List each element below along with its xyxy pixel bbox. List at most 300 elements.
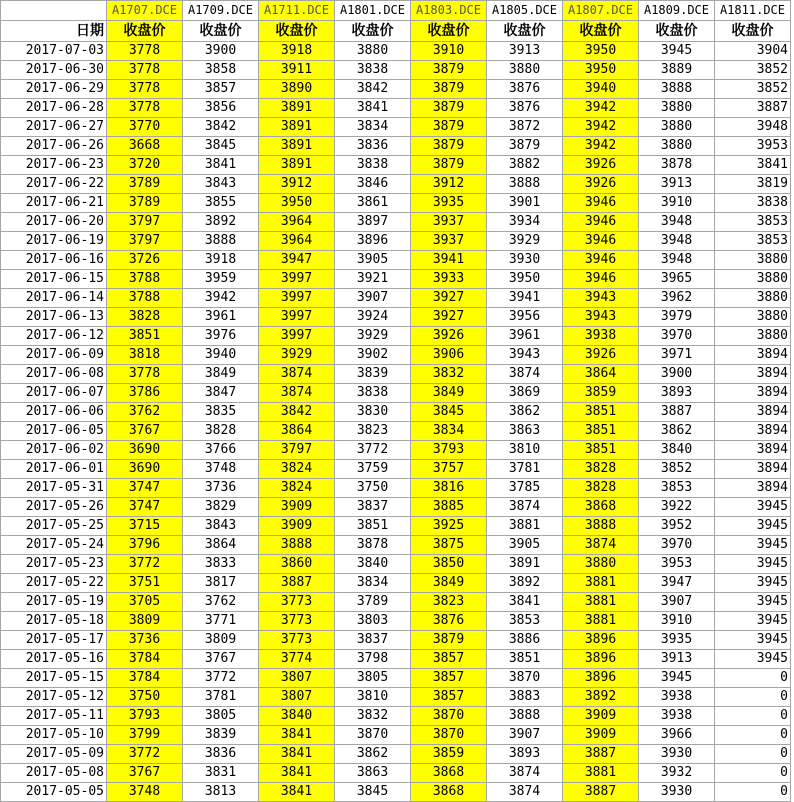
price-cell[interactable]: 3778 — [107, 99, 183, 118]
price-cell[interactable]: 3834 — [335, 574, 411, 593]
price-cell[interactable]: 3894 — [715, 422, 791, 441]
price-cell[interactable]: 3832 — [335, 707, 411, 726]
price-cell[interactable]: 3851 — [563, 441, 639, 460]
price-cell[interactable]: 3964 — [259, 232, 335, 251]
price-cell[interactable]: 3912 — [259, 175, 335, 194]
date-cell[interactable]: 2017-05-09 — [1, 745, 107, 764]
price-cell[interactable]: 3888 — [183, 232, 259, 251]
date-cell[interactable]: 2017-05-25 — [1, 517, 107, 536]
price-cell[interactable]: 3940 — [563, 80, 639, 99]
price-cell[interactable]: 3786 — [107, 384, 183, 403]
price-cell[interactable]: 3926 — [563, 346, 639, 365]
price-cell[interactable]: 3788 — [107, 289, 183, 308]
price-cell[interactable]: 3767 — [183, 650, 259, 669]
price-cell[interactable]: 3841 — [715, 156, 791, 175]
price-cell[interactable]: 3966 — [639, 726, 715, 745]
price-cell[interactable]: 3781 — [487, 460, 563, 479]
price-cell[interactable]: 3859 — [563, 384, 639, 403]
price-cell[interactable]: 3926 — [411, 327, 487, 346]
price-cell[interactable]: 3778 — [107, 365, 183, 384]
price-cell[interactable]: 3849 — [411, 384, 487, 403]
price-cell[interactable]: 3838 — [335, 384, 411, 403]
price-cell[interactable]: 3945 — [715, 650, 791, 669]
price-cell[interactable]: 3943 — [563, 308, 639, 327]
price-cell[interactable]: 3948 — [639, 251, 715, 270]
price-cell[interactable]: 3945 — [715, 593, 791, 612]
price-cell[interactable]: 3868 — [411, 783, 487, 802]
price-cell[interactable]: 3762 — [107, 403, 183, 422]
price-cell[interactable]: 3841 — [259, 726, 335, 745]
price-cell[interactable]: 3930 — [487, 251, 563, 270]
price-cell[interactable]: 3880 — [639, 99, 715, 118]
contract-code-cell[interactable]: A1709.DCE — [183, 1, 259, 21]
price-cell[interactable]: 3842 — [259, 403, 335, 422]
price-cell[interactable]: 3736 — [183, 479, 259, 498]
price-cell[interactable]: 3766 — [183, 441, 259, 460]
price-cell[interactable]: 3773 — [259, 631, 335, 650]
price-cell[interactable]: 3856 — [183, 99, 259, 118]
price-cell[interactable]: 3946 — [563, 232, 639, 251]
price-cell[interactable]: 3880 — [715, 270, 791, 289]
price-cell[interactable]: 3841 — [259, 764, 335, 783]
date-cell[interactable]: 2017-05-11 — [1, 707, 107, 726]
price-cell[interactable]: 3864 — [563, 365, 639, 384]
price-cell[interactable]: 3937 — [411, 232, 487, 251]
price-cell[interactable]: 3879 — [411, 631, 487, 650]
price-cell[interactable]: 3797 — [259, 441, 335, 460]
price-cell[interactable]: 3907 — [487, 726, 563, 745]
price-cell[interactable]: 3857 — [411, 688, 487, 707]
date-cell[interactable]: 2017-06-06 — [1, 403, 107, 422]
price-cell[interactable]: 3933 — [411, 270, 487, 289]
price-cell[interactable]: 3997 — [259, 327, 335, 346]
price-cell[interactable]: 3864 — [259, 422, 335, 441]
price-cell[interactable]: 3892 — [563, 688, 639, 707]
price-cell[interactable]: 3997 — [259, 308, 335, 327]
price-cell[interactable]: 3937 — [411, 213, 487, 232]
price-cell[interactable]: 3781 — [183, 688, 259, 707]
price-cell[interactable]: 3905 — [487, 536, 563, 555]
price-cell[interactable]: 3841 — [335, 99, 411, 118]
price-cell[interactable]: 3970 — [639, 327, 715, 346]
price-cell[interactable]: 3853 — [715, 213, 791, 232]
price-cell[interactable]: 3893 — [487, 745, 563, 764]
price-cell[interactable]: 3891 — [487, 555, 563, 574]
price-cell[interactable]: 3852 — [715, 80, 791, 99]
price-cell[interactable]: 3909 — [259, 498, 335, 517]
price-cell[interactable]: 3897 — [335, 213, 411, 232]
contract-code-cell[interactable]: A1711.DCE — [259, 1, 335, 21]
price-cell[interactable]: 3842 — [183, 118, 259, 137]
price-cell[interactable]: 3950 — [563, 42, 639, 61]
price-cell[interactable]: 3946 — [563, 251, 639, 270]
price-cell[interactable]: 3943 — [487, 346, 563, 365]
price-cell[interactable]: 3907 — [335, 289, 411, 308]
price-cell[interactable]: 3950 — [563, 61, 639, 80]
price-cell[interactable]: 3868 — [563, 498, 639, 517]
price-cell[interactable]: 3816 — [411, 479, 487, 498]
price-cell[interactable]: 3870 — [487, 669, 563, 688]
date-cell[interactable]: 2017-05-15 — [1, 669, 107, 688]
price-cell[interactable]: 3690 — [107, 460, 183, 479]
price-cell[interactable]: 3851 — [335, 517, 411, 536]
price-cell[interactable]: 3788 — [107, 270, 183, 289]
price-cell[interactable]: 3840 — [259, 707, 335, 726]
price-cell[interactable]: 3778 — [107, 80, 183, 99]
price-cell[interactable]: 3892 — [183, 213, 259, 232]
price-cell[interactable]: 3948 — [639, 232, 715, 251]
price-cell[interactable]: 3924 — [335, 308, 411, 327]
price-cell[interactable]: 3810 — [487, 441, 563, 460]
price-cell[interactable]: 3970 — [639, 536, 715, 555]
price-cell[interactable]: 3857 — [411, 669, 487, 688]
price-cell[interactable]: 3879 — [411, 80, 487, 99]
price-cell[interactable]: 3851 — [487, 650, 563, 669]
price-cell[interactable]: 3878 — [335, 536, 411, 555]
price-cell[interactable]: 3876 — [487, 80, 563, 99]
contract-code-cell[interactable]: A1801.DCE — [335, 1, 411, 21]
price-cell[interactable]: 3841 — [259, 783, 335, 802]
price-cell[interactable]: 3940 — [183, 346, 259, 365]
price-cell[interactable]: 3941 — [487, 289, 563, 308]
price-cell[interactable]: 3858 — [183, 61, 259, 80]
price-cell[interactable]: 3836 — [183, 745, 259, 764]
price-cell[interactable]: 3751 — [107, 574, 183, 593]
date-cell[interactable]: 2017-06-23 — [1, 156, 107, 175]
price-cell[interactable]: 3767 — [107, 764, 183, 783]
price-cell[interactable]: 3690 — [107, 441, 183, 460]
price-cell[interactable]: 3894 — [715, 403, 791, 422]
price-cell[interactable]: 3817 — [183, 574, 259, 593]
date-cell[interactable]: 2017-05-16 — [1, 650, 107, 669]
price-cell[interactable]: 3947 — [259, 251, 335, 270]
price-cell[interactable]: 3896 — [335, 232, 411, 251]
price-cell[interactable]: 3888 — [259, 536, 335, 555]
price-cell[interactable]: 3929 — [487, 232, 563, 251]
price-cell[interactable]: 3953 — [715, 137, 791, 156]
price-cell[interactable]: 3862 — [487, 403, 563, 422]
price-cell[interactable]: 3886 — [487, 631, 563, 650]
price-cell[interactable]: 3834 — [411, 422, 487, 441]
price-cell[interactable]: 3902 — [335, 346, 411, 365]
price-cell[interactable]: 3830 — [335, 403, 411, 422]
price-cell[interactable]: 3841 — [487, 593, 563, 612]
price-cell[interactable]: 3819 — [715, 175, 791, 194]
price-cell[interactable]: 3888 — [639, 80, 715, 99]
price-cell[interactable]: 3774 — [259, 650, 335, 669]
price-cell[interactable]: 3997 — [259, 289, 335, 308]
price-cell[interactable]: 3880 — [715, 289, 791, 308]
date-cell[interactable]: 2017-06-29 — [1, 80, 107, 99]
price-cell[interactable]: 3938 — [639, 688, 715, 707]
date-cell[interactable]: 2017-06-12 — [1, 327, 107, 346]
price-cell[interactable]: 3926 — [563, 175, 639, 194]
price-cell[interactable]: 3872 — [487, 118, 563, 137]
price-cell[interactable]: 3879 — [487, 137, 563, 156]
price-cell[interactable]: 3879 — [411, 137, 487, 156]
price-cell[interactable]: 3835 — [183, 403, 259, 422]
price-cell[interactable]: 0 — [715, 688, 791, 707]
price-cell[interactable]: 3900 — [183, 42, 259, 61]
price-cell[interactable]: 3950 — [487, 270, 563, 289]
price-cell[interactable]: 3926 — [563, 156, 639, 175]
price-cell[interactable]: 3797 — [107, 213, 183, 232]
price-cell[interactable]: 3909 — [259, 517, 335, 536]
price-cell[interactable]: 3859 — [411, 745, 487, 764]
price-cell[interactable]: 0 — [715, 764, 791, 783]
price-cell[interactable]: 3778 — [107, 42, 183, 61]
price-cell[interactable]: 3805 — [335, 669, 411, 688]
price-cell[interactable]: 3750 — [107, 688, 183, 707]
date-cell[interactable]: 2017-05-17 — [1, 631, 107, 650]
price-cell[interactable]: 3793 — [411, 441, 487, 460]
price-cell[interactable]: 3959 — [183, 270, 259, 289]
price-cell[interactable]: 3836 — [335, 137, 411, 156]
price-cell[interactable]: 3853 — [715, 232, 791, 251]
price-cell[interactable]: 3839 — [335, 365, 411, 384]
price-cell[interactable]: 3880 — [715, 251, 791, 270]
date-cell[interactable]: 2017-06-19 — [1, 232, 107, 251]
price-cell[interactable]: 3904 — [715, 42, 791, 61]
price-cell[interactable]: 3726 — [107, 251, 183, 270]
contract-code-cell[interactable]: A1805.DCE — [487, 1, 563, 21]
price-cell[interactable]: 3797 — [107, 232, 183, 251]
close-price-header-cell[interactable]: 收盘价 — [715, 21, 791, 42]
price-cell[interactable]: 3887 — [639, 403, 715, 422]
price-cell[interactable]: 3876 — [411, 612, 487, 631]
price-cell[interactable]: 3881 — [563, 593, 639, 612]
date-cell[interactable]: 2017-06-14 — [1, 289, 107, 308]
price-cell[interactable]: 3747 — [107, 479, 183, 498]
price-cell[interactable]: 3813 — [183, 783, 259, 802]
price-cell[interactable]: 3909 — [563, 726, 639, 745]
price-cell[interactable]: 3855 — [183, 194, 259, 213]
price-cell[interactable]: 0 — [715, 745, 791, 764]
price-cell[interactable]: 3922 — [639, 498, 715, 517]
price-cell[interactable]: 3894 — [715, 479, 791, 498]
price-cell[interactable]: 3946 — [563, 270, 639, 289]
price-cell[interactable]: 3845 — [335, 783, 411, 802]
date-cell[interactable]: 2017-06-09 — [1, 346, 107, 365]
price-cell[interactable]: 3880 — [563, 555, 639, 574]
price-cell[interactable]: 3850 — [411, 555, 487, 574]
price-cell[interactable]: 3862 — [335, 745, 411, 764]
price-cell[interactable]: 3799 — [107, 726, 183, 745]
contract-code-cell[interactable]: A1807.DCE — [563, 1, 639, 21]
price-cell[interactable]: 3979 — [639, 308, 715, 327]
price-cell[interactable]: 3762 — [183, 593, 259, 612]
price-cell[interactable]: 3896 — [563, 650, 639, 669]
price-cell[interactable]: 3863 — [335, 764, 411, 783]
price-cell[interactable]: 3945 — [715, 631, 791, 650]
price-cell[interactable]: 3942 — [563, 137, 639, 156]
price-cell[interactable]: 3772 — [107, 555, 183, 574]
price-cell[interactable]: 3870 — [411, 707, 487, 726]
price-cell[interactable]: 3913 — [639, 175, 715, 194]
price-cell[interactable]: 3862 — [639, 422, 715, 441]
price-cell[interactable]: 3833 — [183, 555, 259, 574]
price-cell[interactable]: 3828 — [563, 479, 639, 498]
date-cell[interactable]: 2017-05-26 — [1, 498, 107, 517]
price-cell[interactable]: 3935 — [411, 194, 487, 213]
price-cell[interactable]: 3893 — [639, 384, 715, 403]
price-cell[interactable]: 3921 — [335, 270, 411, 289]
price-cell[interactable]: 3831 — [183, 764, 259, 783]
date-cell[interactable]: 2017-05-05 — [1, 783, 107, 802]
price-cell[interactable]: 3845 — [183, 137, 259, 156]
price-cell[interactable]: 3971 — [639, 346, 715, 365]
price-cell[interactable]: 3952 — [639, 517, 715, 536]
price-cell[interactable]: 3947 — [639, 574, 715, 593]
price-cell[interactable]: 3909 — [563, 707, 639, 726]
price-cell[interactable]: 3767 — [107, 422, 183, 441]
price-cell[interactable]: 3818 — [107, 346, 183, 365]
price-cell[interactable]: 3748 — [183, 460, 259, 479]
price-cell[interactable]: 3950 — [259, 194, 335, 213]
date-cell[interactable]: 2017-06-30 — [1, 61, 107, 80]
price-cell[interactable]: 3896 — [563, 631, 639, 650]
price-cell[interactable]: 3907 — [639, 593, 715, 612]
price-cell[interactable]: 3874 — [487, 783, 563, 802]
price-cell[interactable]: 3834 — [335, 118, 411, 137]
price-cell[interactable]: 0 — [715, 726, 791, 745]
price-cell[interactable]: 3860 — [259, 555, 335, 574]
price-cell[interactable]: 3736 — [107, 631, 183, 650]
price-cell[interactable]: 3880 — [487, 61, 563, 80]
date-cell[interactable]: 2017-06-02 — [1, 441, 107, 460]
price-cell[interactable]: 3880 — [335, 42, 411, 61]
price-cell[interactable]: 3943 — [563, 289, 639, 308]
price-cell[interactable]: 3852 — [639, 460, 715, 479]
date-cell[interactable]: 2017-05-12 — [1, 688, 107, 707]
close-price-header-cell[interactable]: 收盘价 — [563, 21, 639, 42]
price-cell[interactable]: 3961 — [183, 308, 259, 327]
date-cell[interactable]: 2017-05-08 — [1, 764, 107, 783]
price-cell[interactable]: 3875 — [411, 536, 487, 555]
price-cell[interactable]: 3880 — [715, 327, 791, 346]
price-cell[interactable]: 3962 — [639, 289, 715, 308]
price-cell[interactable]: 3930 — [639, 745, 715, 764]
price-cell[interactable]: 3961 — [487, 327, 563, 346]
price-cell[interactable]: 3843 — [183, 175, 259, 194]
price-cell[interactable]: 3879 — [411, 118, 487, 137]
price-cell[interactable]: 3883 — [487, 688, 563, 707]
price-cell[interactable]: 3881 — [563, 612, 639, 631]
price-cell[interactable]: 3881 — [563, 574, 639, 593]
close-price-header-cell[interactable]: 收盘价 — [335, 21, 411, 42]
price-cell[interactable]: 3927 — [411, 289, 487, 308]
price-cell[interactable]: 3851 — [563, 422, 639, 441]
price-cell[interactable]: 3784 — [107, 650, 183, 669]
date-cell[interactable]: 2017-06-05 — [1, 422, 107, 441]
price-cell[interactable]: 3842 — [335, 80, 411, 99]
price-cell[interactable]: 3880 — [715, 308, 791, 327]
price-cell[interactable]: 3887 — [259, 574, 335, 593]
price-cell[interactable]: 3759 — [335, 460, 411, 479]
price-cell[interactable]: 3852 — [715, 61, 791, 80]
price-cell[interactable]: 3942 — [563, 118, 639, 137]
price-cell[interactable]: 3934 — [487, 213, 563, 232]
price-cell[interactable]: 3925 — [411, 517, 487, 536]
price-cell[interactable]: 3885 — [411, 498, 487, 517]
price-cell[interactable]: 3976 — [183, 327, 259, 346]
price-cell[interactable]: 3930 — [639, 783, 715, 802]
price-cell[interactable]: 3747 — [107, 498, 183, 517]
corner-cell[interactable] — [1, 1, 107, 21]
price-cell[interactable]: 3910 — [639, 194, 715, 213]
price-cell[interactable]: 3837 — [335, 631, 411, 650]
price-cell[interactable]: 3824 — [259, 479, 335, 498]
price-cell[interactable]: 3847 — [183, 384, 259, 403]
price-cell[interactable]: 0 — [715, 783, 791, 802]
date-cell[interactable]: 2017-06-01 — [1, 460, 107, 479]
contract-code-cell[interactable]: A1811.DCE — [715, 1, 791, 21]
price-cell[interactable]: 3945 — [639, 42, 715, 61]
price-cell[interactable]: 3720 — [107, 156, 183, 175]
price-cell[interactable]: 3948 — [715, 118, 791, 137]
price-cell[interactable]: 3823 — [335, 422, 411, 441]
price-cell[interactable]: 3935 — [639, 631, 715, 650]
date-cell[interactable]: 2017-06-20 — [1, 213, 107, 232]
price-cell[interactable]: 3803 — [335, 612, 411, 631]
price-cell[interactable]: 3853 — [639, 479, 715, 498]
date-cell[interactable]: 2017-06-13 — [1, 308, 107, 327]
price-cell[interactable]: 3945 — [715, 536, 791, 555]
price-cell[interactable]: 3874 — [487, 365, 563, 384]
price-cell[interactable]: 3946 — [563, 194, 639, 213]
price-cell[interactable]: 3901 — [487, 194, 563, 213]
price-cell[interactable]: 3841 — [183, 156, 259, 175]
price-cell[interactable]: 3887 — [563, 745, 639, 764]
price-cell[interactable]: 3942 — [563, 99, 639, 118]
price-cell[interactable]: 3824 — [259, 460, 335, 479]
price-cell[interactable]: 3942 — [183, 289, 259, 308]
price-cell[interactable]: 3840 — [639, 441, 715, 460]
price-cell[interactable]: 3911 — [259, 61, 335, 80]
price-cell[interactable]: 3894 — [715, 365, 791, 384]
price-cell[interactable]: 3793 — [107, 707, 183, 726]
price-cell[interactable]: 3887 — [715, 99, 791, 118]
price-cell[interactable]: 3784 — [107, 669, 183, 688]
price-cell[interactable]: 3778 — [107, 61, 183, 80]
price-cell[interactable]: 3879 — [411, 61, 487, 80]
price-cell[interactable]: 3810 — [335, 688, 411, 707]
price-cell[interactable]: 3918 — [183, 251, 259, 270]
price-cell[interactable]: 3772 — [183, 669, 259, 688]
date-cell[interactable]: 2017-06-26 — [1, 137, 107, 156]
price-cell[interactable]: 3770 — [107, 118, 183, 137]
price-cell[interactable]: 3807 — [259, 669, 335, 688]
price-cell[interactable]: 3838 — [335, 61, 411, 80]
date-cell[interactable]: 2017-06-08 — [1, 365, 107, 384]
date-cell[interactable]: 2017-06-16 — [1, 251, 107, 270]
price-cell[interactable]: 3881 — [563, 764, 639, 783]
date-cell[interactable]: 2017-06-28 — [1, 99, 107, 118]
price-cell[interactable]: 3874 — [259, 365, 335, 384]
price-cell[interactable]: 3861 — [335, 194, 411, 213]
date-cell[interactable]: 2017-07-03 — [1, 42, 107, 61]
price-cell[interactable]: 3887 — [563, 783, 639, 802]
contract-code-cell[interactable]: A1809.DCE — [639, 1, 715, 21]
price-cell[interactable]: 3945 — [715, 498, 791, 517]
price-cell[interactable]: 3863 — [487, 422, 563, 441]
price-cell[interactable]: 3864 — [183, 536, 259, 555]
price-cell[interactable]: 3837 — [335, 498, 411, 517]
price-cell[interactable]: 3918 — [259, 42, 335, 61]
price-cell[interactable]: 3938 — [563, 327, 639, 346]
price-cell[interactable]: 3882 — [487, 156, 563, 175]
price-cell[interactable]: 3851 — [107, 327, 183, 346]
